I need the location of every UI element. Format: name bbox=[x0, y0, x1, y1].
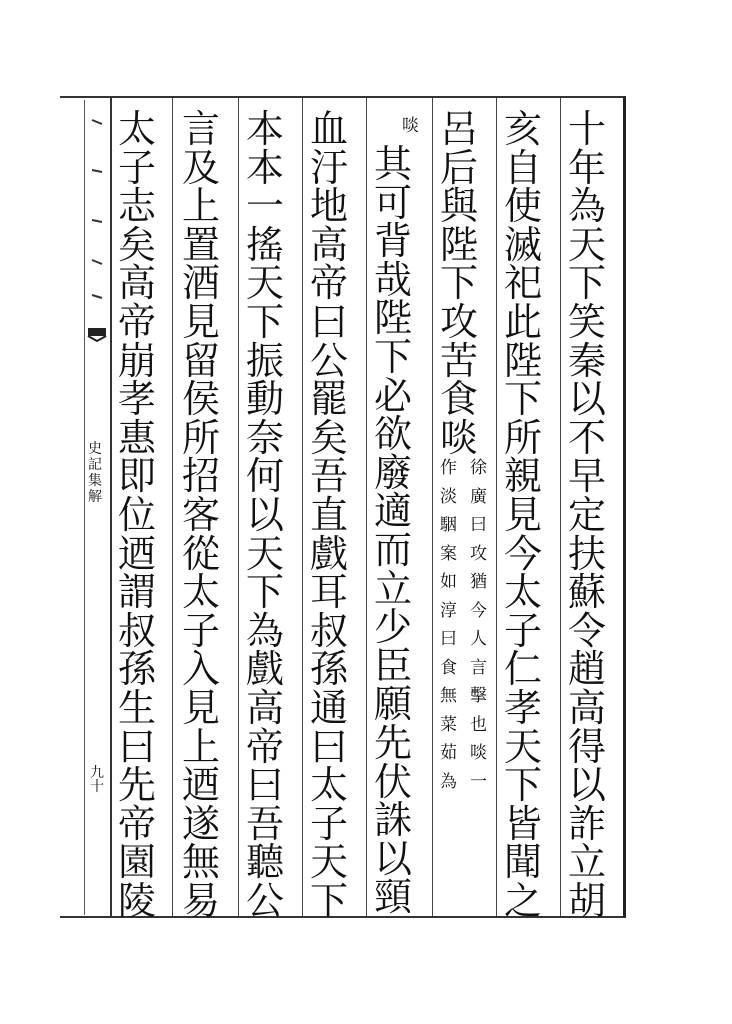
column-char: 早 bbox=[568, 454, 607, 499]
column-char: 迺 bbox=[118, 531, 157, 576]
column-char: 為 bbox=[246, 608, 285, 653]
column-char: 笑 bbox=[568, 299, 607, 344]
column-char: 孫 bbox=[310, 647, 349, 692]
column-char: 太 bbox=[118, 107, 157, 151]
column-char: 言 bbox=[182, 107, 221, 151]
column-char: 詐 bbox=[568, 801, 607, 846]
column-char: 伏 bbox=[374, 759, 413, 804]
column-char: 曰 bbox=[470, 515, 487, 535]
column-char: 天 bbox=[504, 724, 543, 769]
column-char: 動 bbox=[246, 377, 285, 422]
column-char: 如 bbox=[440, 572, 457, 592]
column-char: 血 bbox=[310, 107, 349, 151]
column-char: 啖 bbox=[440, 415, 479, 460]
column-char: 公 bbox=[246, 878, 285, 923]
column-char: 駰 bbox=[440, 515, 457, 535]
column-char: 一 bbox=[246, 184, 285, 229]
column-char: 言 bbox=[470, 657, 487, 678]
frame-left-rule bbox=[110, 98, 112, 918]
column-char: 高 bbox=[118, 261, 157, 306]
column-rule bbox=[172, 98, 173, 916]
column-char: 作 bbox=[440, 458, 457, 478]
column-char: 曰 bbox=[310, 724, 349, 769]
column-char: 子 bbox=[504, 608, 543, 653]
column-char: 欲 bbox=[374, 412, 413, 457]
column-char: 此 bbox=[504, 299, 543, 344]
column-char: 廣 bbox=[470, 486, 487, 507]
column-char: 曰 bbox=[118, 724, 157, 769]
column-char: 遂 bbox=[182, 801, 221, 846]
column-char: 臣 bbox=[374, 643, 413, 688]
page-number bbox=[90, 762, 104, 795]
column-char: 帝 bbox=[118, 299, 157, 344]
column-char: 帝 bbox=[246, 724, 285, 769]
column-char: 天 bbox=[246, 261, 285, 306]
margin-char: 記 bbox=[88, 457, 102, 473]
column-char: 帝 bbox=[118, 801, 157, 846]
column-char: 滅 bbox=[504, 222, 543, 267]
frame-margin-rule bbox=[84, 100, 85, 915]
column-char: 從 bbox=[182, 531, 221, 576]
column-char: 上 bbox=[182, 724, 221, 769]
column-char: 曰 bbox=[246, 763, 285, 808]
column-char: 先 bbox=[374, 720, 413, 765]
column-char: 無 bbox=[440, 686, 457, 706]
column-char: 后 bbox=[440, 145, 479, 190]
column-char: 志 bbox=[118, 184, 157, 229]
column-char: 子 bbox=[182, 608, 221, 653]
column-char: 人 bbox=[470, 629, 487, 649]
column-char: 吾 bbox=[310, 454, 349, 499]
column-char: 啖 bbox=[402, 116, 419, 136]
margin-tick-marks bbox=[88, 110, 106, 310]
column-char: 酒 bbox=[182, 261, 221, 306]
column-char: 今 bbox=[504, 531, 543, 576]
text-column-3 bbox=[440, 107, 479, 460]
column-char: 立 bbox=[374, 566, 413, 611]
text-column-8 bbox=[118, 107, 157, 923]
column-char: 亥 bbox=[504, 107, 543, 151]
column-char: 所 bbox=[182, 415, 221, 460]
column-char: 戲 bbox=[246, 647, 285, 692]
column-char: 自 bbox=[504, 145, 543, 190]
column-char: 陛 bbox=[374, 296, 413, 341]
column-char: 戲 bbox=[310, 531, 349, 576]
column-char: 必 bbox=[374, 373, 413, 418]
column-rule bbox=[302, 98, 303, 916]
column-char: 下 bbox=[504, 377, 543, 422]
column-char: 適 bbox=[374, 489, 413, 534]
column-char: 公 bbox=[310, 338, 349, 383]
column-char: 入 bbox=[182, 647, 221, 692]
column-char: 太 bbox=[182, 570, 221, 615]
column-char: 以 bbox=[246, 492, 285, 537]
column-char: 子 bbox=[118, 145, 157, 190]
column-char: 見 bbox=[504, 492, 543, 537]
column-char: 留 bbox=[182, 338, 221, 383]
column-char: 攻 bbox=[470, 543, 487, 564]
column-char: 太 bbox=[504, 570, 543, 615]
column-char: 為 bbox=[568, 184, 607, 229]
column-char: 天 bbox=[568, 222, 607, 267]
column-char: 太 bbox=[310, 763, 349, 808]
column-char: 年 bbox=[568, 145, 607, 190]
column-char: 菜 bbox=[440, 714, 457, 735]
column-char: 扶 bbox=[568, 531, 607, 576]
column-char: 下 bbox=[246, 570, 285, 615]
column-char: 園 bbox=[118, 840, 157, 885]
column-rule bbox=[366, 98, 367, 916]
column-char: 奈 bbox=[246, 415, 285, 460]
column-char: 啖 bbox=[470, 743, 487, 763]
column-char: 親 bbox=[504, 454, 543, 499]
column-char: 令 bbox=[568, 608, 607, 653]
column-char: 高 bbox=[568, 685, 607, 730]
column-rule bbox=[496, 98, 497, 916]
column-char: 淡 bbox=[440, 486, 457, 507]
column-char: 陛 bbox=[440, 222, 479, 267]
column-char: 招 bbox=[182, 454, 221, 499]
column-char: 高 bbox=[246, 685, 285, 730]
column-char: 而 bbox=[374, 527, 413, 572]
column-char: 侯 bbox=[182, 377, 221, 422]
annotation-column-2 bbox=[440, 460, 457, 802]
column-char: 攻 bbox=[440, 299, 479, 344]
text-column-7 bbox=[182, 107, 221, 923]
column-char: 茹 bbox=[440, 743, 457, 763]
column-char: 陵 bbox=[118, 878, 157, 923]
column-char: 誅 bbox=[374, 798, 413, 843]
column-rule bbox=[432, 98, 433, 916]
column-char: 見 bbox=[182, 685, 221, 730]
margin-char: 九 bbox=[90, 765, 104, 781]
column-char: 之 bbox=[504, 878, 543, 923]
margin-char: 十 bbox=[90, 779, 104, 795]
column-char: 曰 bbox=[310, 299, 349, 344]
column-char: 下 bbox=[504, 763, 543, 808]
column-char: 聽 bbox=[246, 840, 285, 885]
column-char: 下 bbox=[246, 299, 285, 344]
column-char: 苦 bbox=[440, 338, 479, 383]
column-char: 高 bbox=[310, 222, 349, 267]
column-char: 本 bbox=[246, 107, 285, 151]
column-char: 叔 bbox=[310, 608, 349, 653]
column-char: 淳 bbox=[440, 600, 457, 621]
column-char: 叔 bbox=[118, 608, 157, 653]
column-char: 汙 bbox=[310, 145, 349, 190]
column-char: 罷 bbox=[310, 377, 349, 422]
column-char: 仁 bbox=[504, 647, 543, 692]
column-char: 先 bbox=[118, 763, 157, 808]
column-char: 直 bbox=[310, 492, 349, 537]
column-char: 何 bbox=[246, 454, 285, 499]
column-char: 少 bbox=[374, 605, 413, 650]
column-char: 迺 bbox=[182, 763, 221, 808]
column-char: 食 bbox=[440, 657, 457, 678]
column-char: 帝 bbox=[310, 261, 349, 306]
column-char: 定 bbox=[568, 492, 607, 537]
fishtail-mark bbox=[86, 326, 108, 342]
column-char: 背 bbox=[374, 219, 413, 264]
margin-char: 集 bbox=[88, 473, 102, 489]
column-char: 通 bbox=[310, 685, 349, 730]
column-char: 呂 bbox=[440, 107, 479, 151]
column-char: 天 bbox=[310, 840, 349, 885]
column-char: 陛 bbox=[504, 338, 543, 383]
column-char: 下 bbox=[374, 334, 413, 379]
column-char: 今 bbox=[470, 600, 487, 621]
column-char: 地 bbox=[310, 184, 349, 229]
text-column-1 bbox=[568, 107, 607, 923]
column-char: 客 bbox=[182, 492, 221, 537]
column-char: 子 bbox=[310, 801, 349, 846]
column-char: 趙 bbox=[568, 647, 607, 692]
column-char: 願 bbox=[374, 682, 413, 727]
column-char: 頸 bbox=[374, 875, 413, 920]
column-char: 易 bbox=[182, 878, 221, 923]
column-char: 所 bbox=[504, 415, 543, 460]
column-char: 以 bbox=[374, 836, 413, 881]
column-char: 見 bbox=[182, 299, 221, 344]
text-column-2 bbox=[504, 107, 543, 923]
column-char: 廢 bbox=[374, 450, 413, 495]
column-char: 下 bbox=[568, 261, 607, 306]
column-char: 為 bbox=[440, 771, 457, 792]
column-char: 以 bbox=[568, 377, 607, 422]
column-char: 秦 bbox=[568, 338, 607, 383]
column-char: 及 bbox=[182, 145, 221, 190]
margin-title bbox=[88, 438, 102, 505]
column-char: 得 bbox=[568, 724, 607, 769]
column-char: 惠 bbox=[118, 415, 157, 460]
column-char: 可 bbox=[374, 180, 413, 225]
column-char: 孝 bbox=[118, 377, 157, 422]
column-char: 振 bbox=[246, 338, 285, 383]
column-char: 上 bbox=[182, 184, 221, 229]
column-char: 與 bbox=[440, 184, 479, 229]
column-char: 其 bbox=[374, 142, 413, 186]
column-char: 矣 bbox=[118, 222, 157, 267]
column-char: 吾 bbox=[246, 801, 285, 846]
column-char: 一 bbox=[470, 771, 487, 792]
column-char: 也 bbox=[470, 714, 487, 735]
column-char: 使 bbox=[504, 184, 543, 229]
column-char: 天 bbox=[246, 531, 285, 576]
column-char: 猶 bbox=[470, 572, 487, 592]
margin-char: 解 bbox=[88, 489, 102, 505]
column-char: 耳 bbox=[310, 570, 349, 615]
column-char: 皆 bbox=[504, 801, 543, 846]
column-char: 擊 bbox=[470, 686, 487, 706]
text-column-6 bbox=[246, 107, 285, 923]
column-char: 食 bbox=[440, 377, 479, 422]
column-char: 不 bbox=[568, 415, 607, 460]
column-char: 哉 bbox=[374, 257, 413, 302]
annotation-column-1 bbox=[470, 460, 487, 802]
column-char: 胡 bbox=[568, 878, 607, 923]
column-char: 無 bbox=[182, 840, 221, 885]
column-char: 生 bbox=[118, 685, 157, 730]
column-char: 矣 bbox=[310, 415, 349, 460]
column-char: 崩 bbox=[118, 338, 157, 383]
column-char: 本 bbox=[246, 145, 285, 190]
column-char: 立 bbox=[568, 840, 607, 885]
column-char: 下 bbox=[310, 878, 349, 923]
column-char: 孝 bbox=[504, 685, 543, 730]
column-char: 十 bbox=[568, 107, 607, 151]
column-char: 以 bbox=[568, 763, 607, 808]
column-rule bbox=[560, 98, 561, 916]
column-char: 下 bbox=[440, 261, 479, 306]
column-char: 祀 bbox=[504, 261, 543, 306]
column-char: 孫 bbox=[118, 647, 157, 692]
margin-char: 史 bbox=[88, 441, 102, 457]
column-rule bbox=[238, 98, 239, 916]
column-char: 謂 bbox=[118, 570, 157, 615]
column-char: 曰 bbox=[440, 629, 457, 649]
column-char: 徐 bbox=[470, 458, 487, 478]
column-char: 蘇 bbox=[568, 570, 607, 615]
column-char: 置 bbox=[182, 222, 221, 267]
column-char: 聞 bbox=[504, 840, 543, 885]
column-char: 位 bbox=[118, 492, 157, 537]
column-char: 搖 bbox=[246, 222, 285, 267]
column-char: 案 bbox=[440, 543, 457, 564]
text-column-4 bbox=[374, 142, 413, 920]
column-char: 即 bbox=[118, 454, 157, 499]
text-column-5 bbox=[310, 107, 349, 923]
